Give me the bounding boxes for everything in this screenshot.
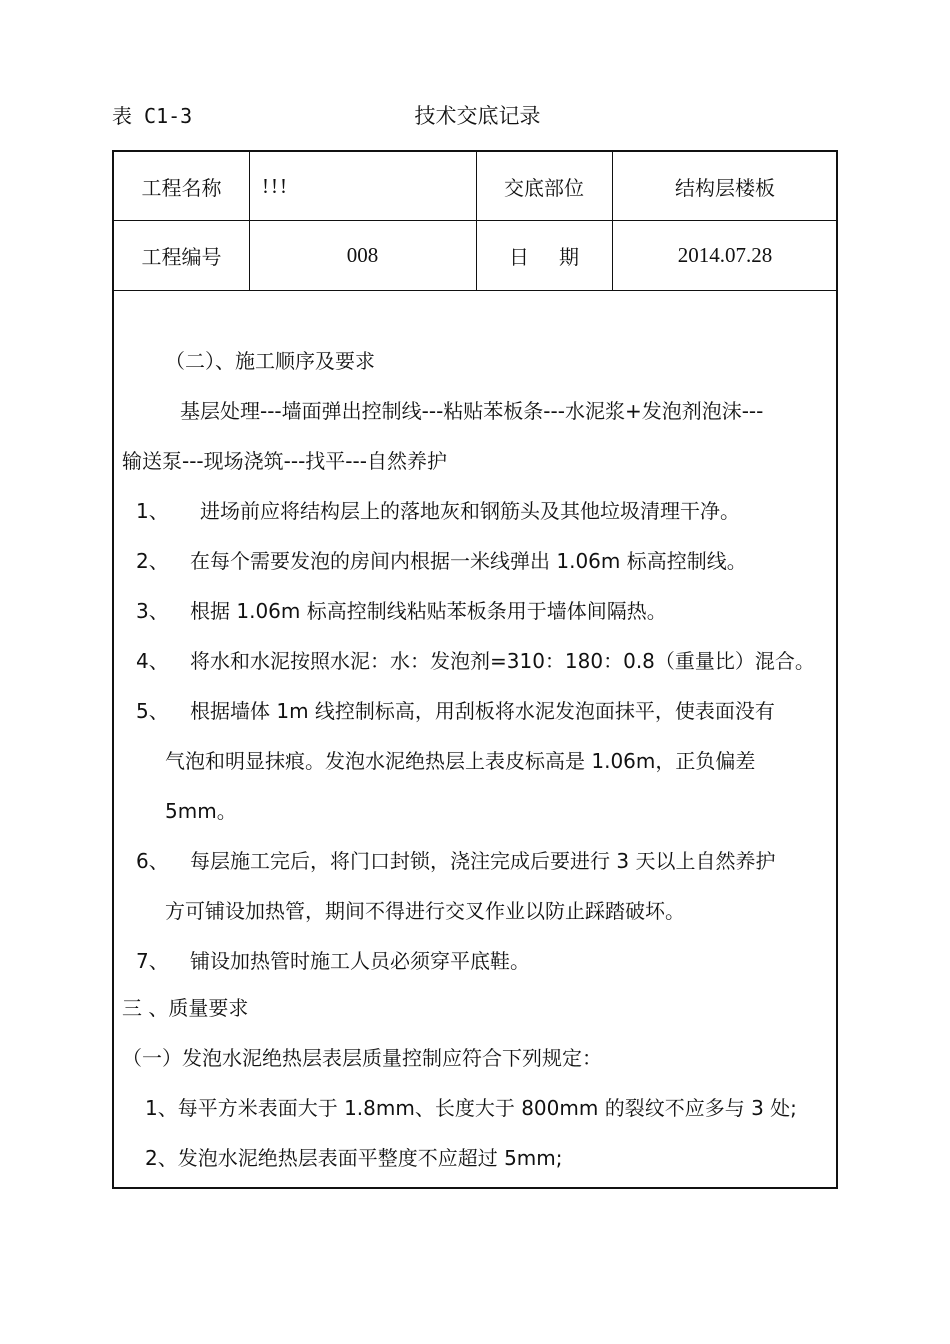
section-heading: （二）、施工顺序及要求 (165, 349, 375, 373)
date-value: 2014.07.28 (677, 243, 773, 267)
form-code: 表 C1-3 (112, 104, 193, 128)
item-number: 4、 (136, 649, 169, 673)
item-number: 3、 (136, 599, 169, 623)
quality-item: 2、发泡水泥绝热层表面平整度不应超过 5mm; (145, 1146, 563, 1170)
item-text: 根据 1.06m 标高控制线粘贴苯板条用于墙体间隔热。 (190, 599, 667, 623)
location-value: 结构层楼板 (675, 175, 775, 200)
item-text: 根据墙体 1m 线控制标高，用刮板将水泥发泡面抹平，使表面没有 (190, 699, 775, 723)
process-line: 基层处理---墙面弹出控制线---粘贴苯板条---水泥浆+发泡剂泡沫--- (180, 399, 764, 423)
item-text: 进场前应将结构层上的落地灰和钢筋头及其他垃圾清理干净。 (200, 499, 740, 523)
item-text: 气泡和明显抹痕。发泡水泥绝热层上表皮标高是 1.06m，正负偏差 (165, 749, 756, 773)
item-text: 每层施工完后，将门口封锁，浇注完成后要进行 3 天以上自然养护 (190, 849, 776, 873)
quality-item: 1、每平方米表面大于 1.8mm、长度大于 800mm 的裂纹不应多与 3 处; (145, 1096, 797, 1120)
item-number: 1、 (136, 499, 169, 523)
quality-heading: 三 、质量要求 (122, 996, 249, 1020)
item-text: 将水和水泥按照水泥：水：发泡剂=310：180：0.8（重量比）混合。 (190, 649, 815, 673)
document-title: 技术交底记录 (414, 104, 541, 128)
process-line: 输送泵---现场浇筑---找平---自然养护 (122, 449, 447, 473)
project-name-value: !!! (262, 173, 289, 198)
item-text: 5mm。 (165, 799, 237, 823)
item-number: 7、 (136, 949, 169, 973)
item-text: 铺设加热管时施工人员必须穿平底鞋。 (190, 949, 530, 973)
item-number: 5、 (136, 699, 169, 723)
date-label: 日期 (509, 245, 609, 269)
item-number: 2、 (136, 549, 169, 573)
project-no-value: 008 (346, 243, 379, 267)
item-text: 在每个需要发泡的房间内根据一米线弹出 1.06m 标高控制线。 (190, 549, 747, 573)
location-label: 交底部位 (504, 175, 584, 200)
item-number: 6、 (136, 849, 169, 873)
project-name-label: 工程名称 (141, 175, 222, 200)
quality-subheading: （一）发泡水泥绝热层表层质量控制应符合下列规定： (122, 1046, 602, 1070)
row-divider (114, 290, 836, 291)
item-text: 方可铺设加热管，期间不得进行交叉作业以防止踩踏破坏。 (165, 899, 685, 923)
project-no-label: 工程编号 (141, 245, 222, 269)
